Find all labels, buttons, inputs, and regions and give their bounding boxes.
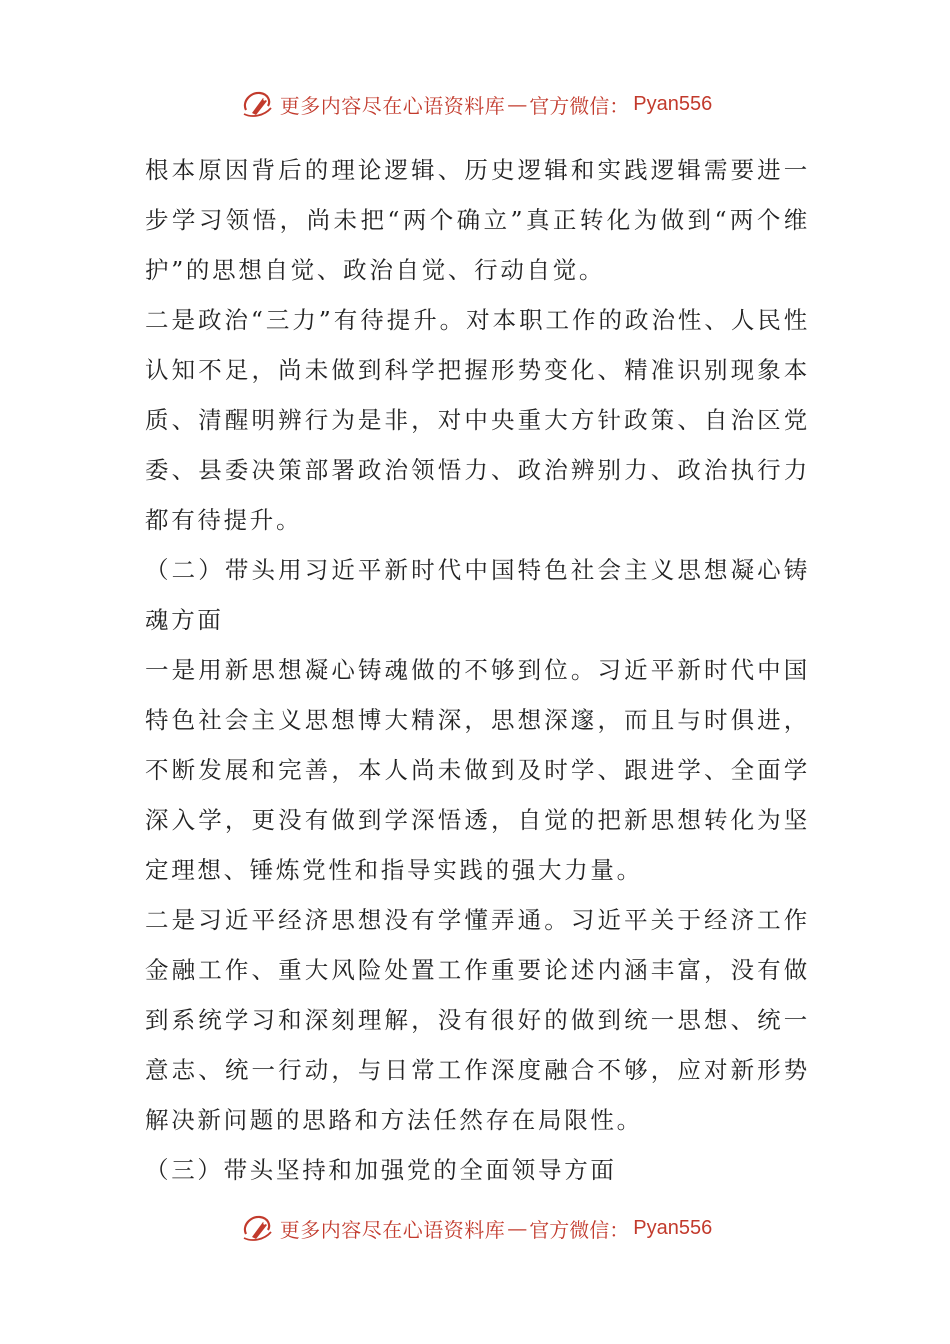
pen-nib-swirl-icon: [238, 84, 278, 124]
paragraph: 一是用新思想凝心铸魂做的不够到位。习近平新时代中国特色社会主义思想博大精深，思想深邃，而且与时俱进，不断发展和完善，本人尚未做到及时学、跟进学、全面学深入学，更没有做到学深悟透，自觉的把新思想转化为坚定理想、锤炼党性和指导实践的强大力量。: [145, 656, 810, 884]
wechat-id: Pyan556: [633, 92, 713, 115]
banner-slogan: 更多内容尽在心语资料库: [279, 1217, 506, 1242]
paragraph: 根本原因背后的理论逻辑、历史逻辑和实践逻辑需要进一步学习领悟，尚未把“两个确立”真正转化为做到“两个维护”的思想自觉、政治自觉、行动自觉。: [145, 156, 810, 284]
document-body: [145, 145, 810, 1195]
banner-separator: —: [507, 92, 528, 116]
wechat-label: 官方微信：: [529, 93, 630, 118]
paragraph: 二是习近平经济思想没有学懂弄通。习近平关于经济工作金融工作、重大风险处置工作重要论述内涵丰富，没有做到系统学习和深刻理解，没有很好的做到统一思想、统一意志、统一行动，与日常工作深度融合不够，应对新形势解决新问题的思路和方法任然存在局限性。: [145, 906, 810, 1134]
footer-banner: [0, 1206, 950, 1250]
banner-separator: —: [507, 1216, 528, 1240]
paragraph: 二是政治“三力”有待提升。对本职工作的政治性、人民性认知不足，尚未做到科学把握形势变化、精准识别现象本质、清醒明辨行为是非，对中央重大方针政策、自治区党委、县委决策部署政治领悟力、政治辨别力、政治执行力都有待提升。: [145, 306, 810, 534]
header-banner: [0, 82, 950, 126]
wechat-id: Pyan556: [633, 1216, 713, 1239]
pen-nib-swirl-icon: [238, 1208, 278, 1248]
wechat-label: 官方微信：: [529, 1217, 630, 1242]
banner-slogan: 更多内容尽在心语资料库: [279, 93, 506, 118]
section-heading: （三）带头坚持和加强党的全面领导方面: [145, 1156, 617, 1184]
section-heading: （二）带头用习近平新时代中国特色社会主义思想凝心铸魂方面: [145, 556, 810, 634]
